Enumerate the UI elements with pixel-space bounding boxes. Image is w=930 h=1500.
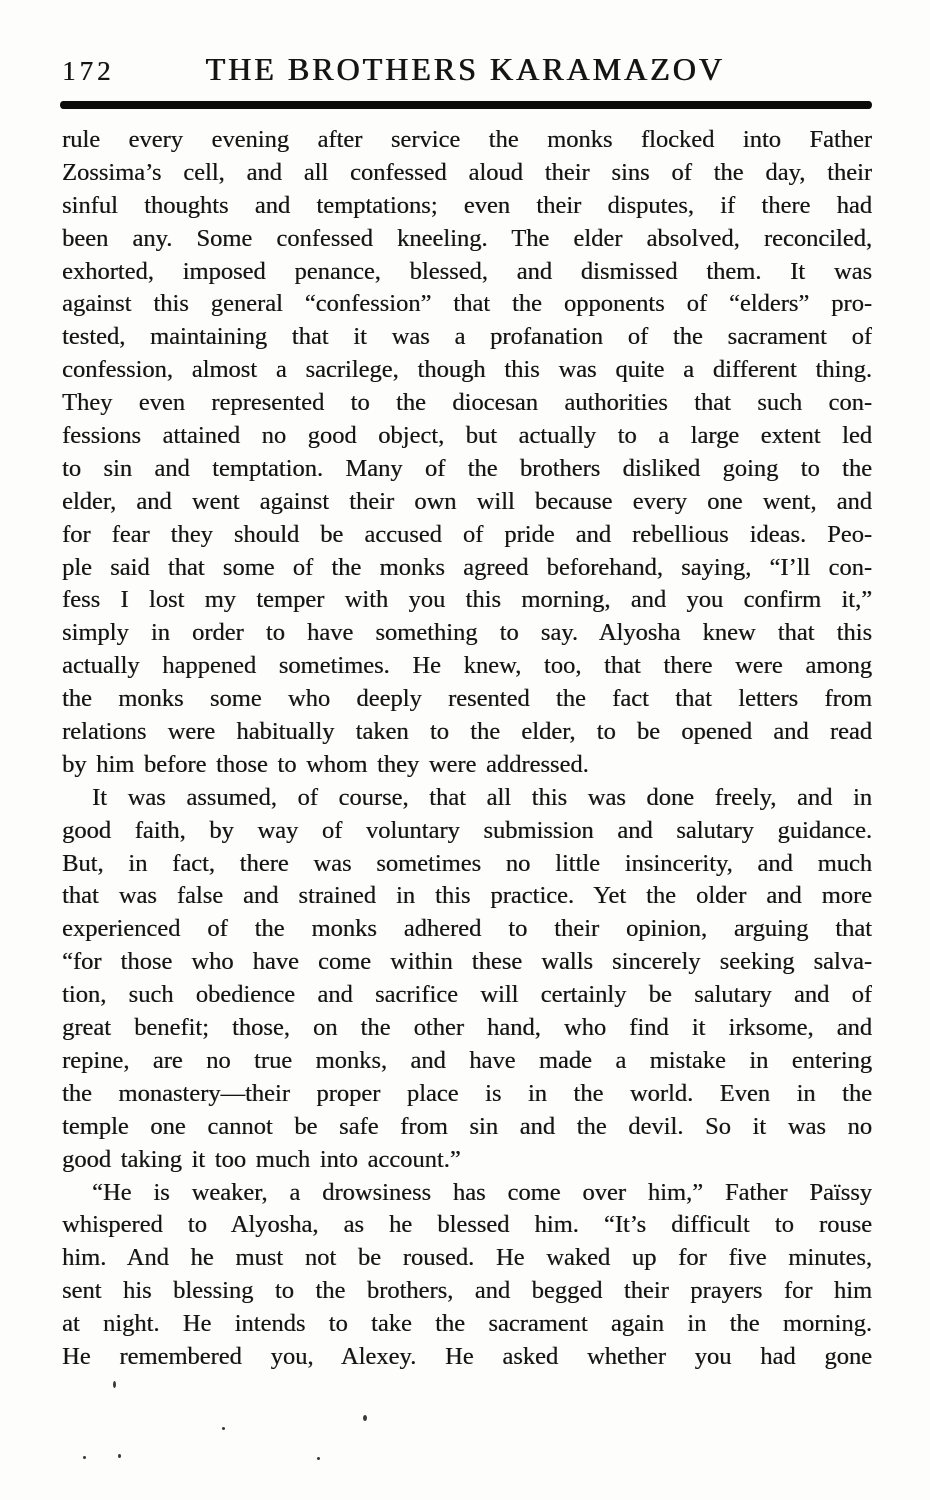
text-line: confession, almost a sacrilege, though this was quite a different thing. <box>62 356 872 384</box>
text-line: great benefit; those, on the other hand, who find it irksome, and <box>62 1014 872 1042</box>
text-line: good taking it too much into account.” <box>62 1145 461 1173</box>
body-text <box>62 124 872 1374</box>
scan-speck <box>222 1427 225 1430</box>
text-line: actually happened sometimes. He knew, too, that there were among <box>62 652 872 680</box>
text-line: ple said that some of the monks agreed beforehand, saying, “I’ll con- <box>62 553 872 581</box>
text-line: whispered to Alyosha, as he blessed him. “It’s difficult to rouse <box>62 1211 872 1239</box>
text-line: sent his blessing to the brothers, and begged their prayers for him <box>62 1277 872 1305</box>
text-line: “for those who have come within these walls sincerely seeking salva- <box>62 948 872 976</box>
text-line: They even represented to the diocesan authorities that such con- <box>62 389 872 417</box>
text-line: sinful thoughts and temptations; even their disputes, if there had <box>62 191 872 219</box>
text-line: at night. He intends to take the sacrament again in the morning. <box>62 1310 872 1338</box>
text-line: him. And he must not be roused. He waked up for five minutes, <box>62 1244 872 1272</box>
text-line: that was false and strained in this practice. Yet the older and more <box>62 882 872 910</box>
text-line: He remembered you, Alexey. He asked whether you had gone <box>62 1342 872 1370</box>
text-line: fessions attained no good object, but actually to a large extent led <box>62 422 872 450</box>
text-line: to sin and temptation. Many of the brothers disliked going to the <box>62 454 872 482</box>
header-rule <box>60 101 872 109</box>
text-line: the monks some who deeply resented the fact that letters from <box>62 685 872 713</box>
scan-speck <box>113 1381 116 1388</box>
text-line: good faith, by way of voluntary submission and salutary guidance. <box>62 816 872 844</box>
text-line: “He is weaker, a drowsiness has come over him,” Father Païssy <box>92 1178 872 1206</box>
text-line: experienced of the monks adhered to their opinion, arguing that <box>62 915 872 943</box>
text-line: Zossima’s cell, and all confessed aloud their sins of the day, their <box>62 158 872 186</box>
text-line: rule every evening after service the monks flocked into Father <box>62 126 872 153</box>
text-line: the monastery—their proper place is in the world. Even in the <box>62 1079 872 1107</box>
scan-speck <box>317 1457 320 1460</box>
text-line: elder, and went against their own will because every one went, and <box>62 487 872 515</box>
text-line: But, in fact, there was sometimes no little insincerity, and much <box>62 849 872 877</box>
scan-speck <box>118 1454 121 1458</box>
page-number: 172 <box>62 56 115 86</box>
text-line: for fear they should be accused of pride and rebellious ideas. Peo- <box>62 520 872 548</box>
text-line: relations were habitually taken to the elder, to be opened and read <box>62 718 872 746</box>
text-line: fess I lost my temper with you this morning, and you confirm it,” <box>62 586 872 614</box>
text-line: It was assumed, of course, that all this was done freely, and in <box>92 783 872 811</box>
text-line: tion, such obedience and sacrifice will certainly be salutary and of <box>62 981 872 1009</box>
text-line: repine, are no true monks, and have made a mistake in entering <box>62 1046 872 1074</box>
text-line: temple one cannot be safe from sin and the devil. So it was no <box>62 1112 872 1140</box>
text-line: been any. Some confessed kneeling. The elder absolved, reconciled, <box>62 224 872 252</box>
text-line: by him before those to whom they were addressed. <box>62 750 589 778</box>
text-line: against this general “confession” that the opponents of “elders” pro- <box>62 290 872 318</box>
running-header-title: THE BROTHERS KARAMAZOV <box>205 51 725 87</box>
text-line: tested, maintaining that it was a profanation of the sacrament of <box>62 323 872 351</box>
text-line: exhorted, imposed penance, blessed, and dismissed them. It was <box>62 257 872 285</box>
text-line: simply in order to have something to say. Alyosha knew that this <box>62 619 872 647</box>
scan-speck <box>363 1415 367 1421</box>
scan-speck <box>83 1456 86 1459</box>
